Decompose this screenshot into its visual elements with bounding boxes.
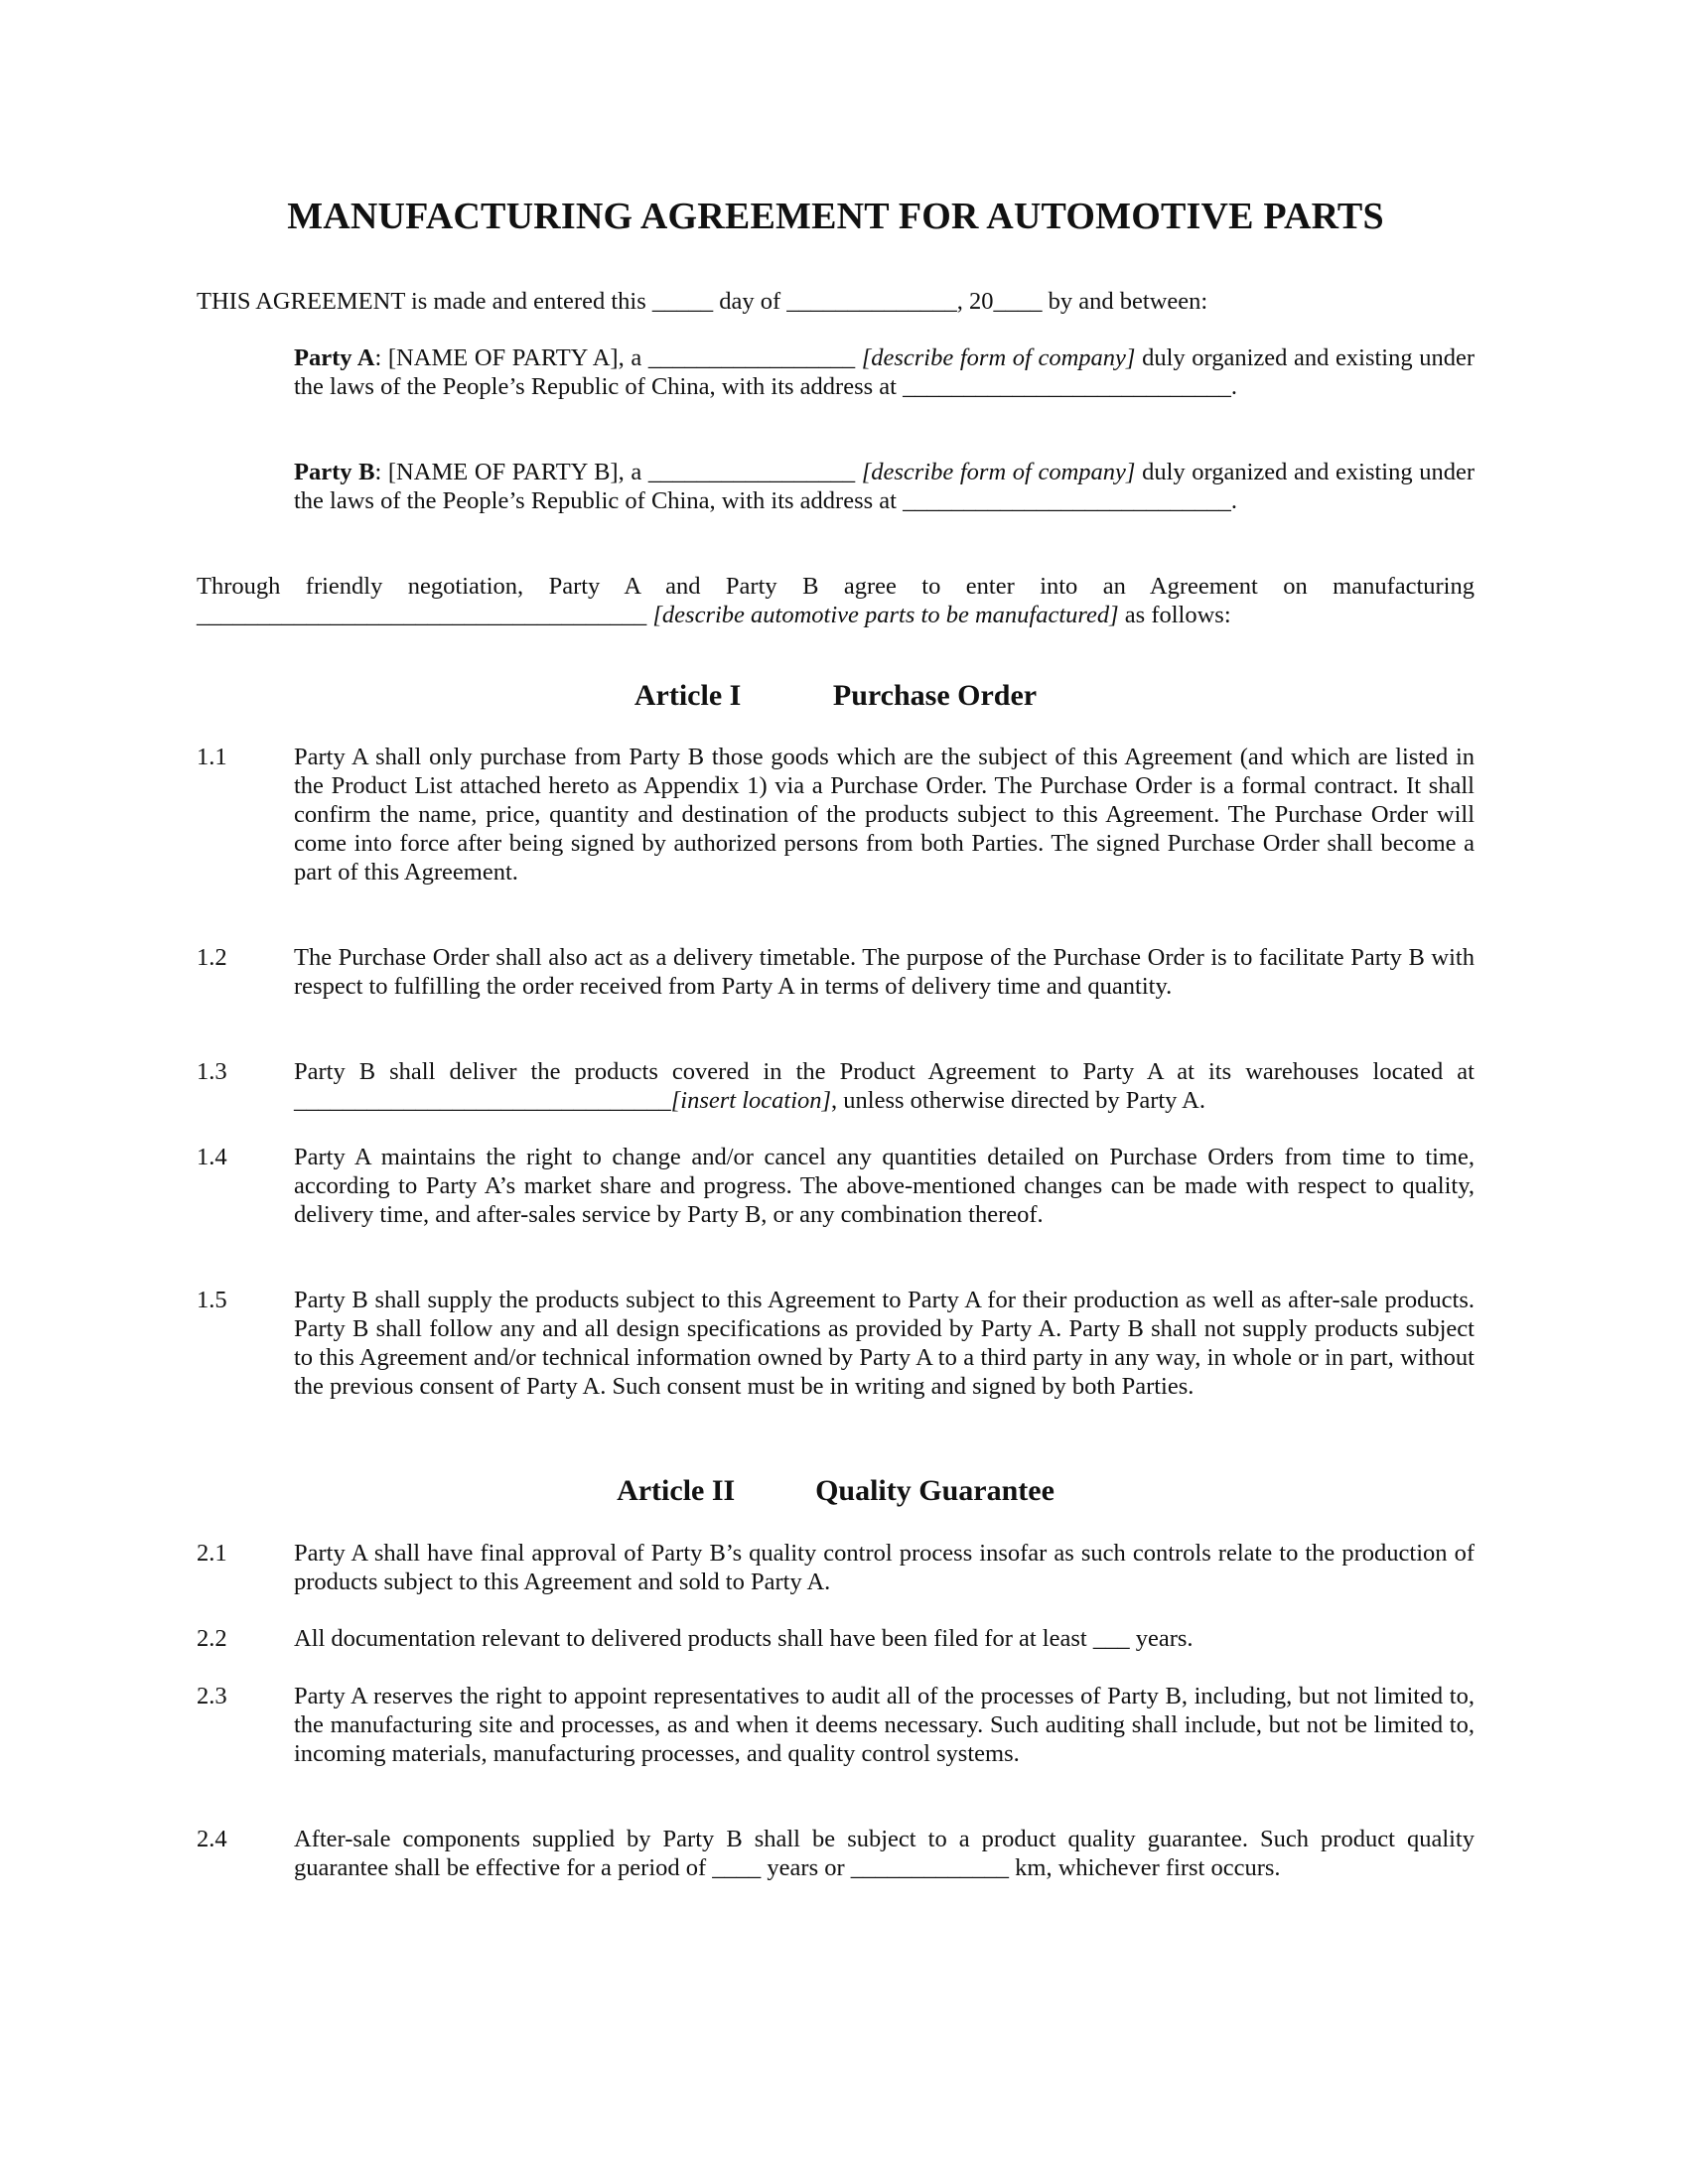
year-blank[interactable]: ____	[993, 288, 1043, 315]
party-b-address-blank[interactable]: ___________________________	[903, 487, 1231, 514]
document-title: MANUFACTURING AGREEMENT FOR AUTOMOTIVE PARTS	[287, 196, 1384, 237]
party-a-paragraph	[294, 343, 1475, 401]
clause-text-mid: years or	[767, 1854, 845, 1881]
years-blank[interactable]: ___	[1092, 1625, 1130, 1652]
clause-number: 1.1	[197, 744, 227, 770]
intro-day-of: day of	[719, 288, 781, 315]
article-1-heading	[197, 679, 1475, 713]
day-blank[interactable]: _____	[651, 288, 714, 315]
party-a-form-blank[interactable]: _________________	[647, 344, 856, 371]
clause-number: 2.4	[197, 1826, 227, 1852]
party-b-name: : [NAME OF PARTY B], a	[374, 459, 642, 485]
party-a-end: .	[1230, 373, 1237, 400]
party-b-paragraph	[294, 458, 1475, 515]
clause-text-after: , unless otherwise directed by Party A.	[831, 1087, 1205, 1114]
party-b-label: Party B	[294, 459, 375, 485]
parts-blank[interactable]: _____________________________________	[197, 602, 647, 628]
intro-paragraph	[197, 287, 1475, 316]
negotiation-text: Through friendly negotiation, Party A and Party B agree to enter into an Agreement on manufacturing	[197, 573, 1475, 600]
month-blank[interactable]: ______________	[786, 288, 957, 315]
negotiation-paragraph	[197, 572, 1475, 629]
party-b-form-blank[interactable]: _________________	[647, 459, 856, 485]
clause-text: Party A shall only purchase from Party B those goods which are the subject of this Agreement (and which are listed in the Product List attached hereto as Appendix 1) via a Purchase Order. The Purchase Order is a formal contract. It shall confirm the name, price, quantity and destination of the products subject to this Agreement. The Purchase Order will come into force after being signed by authorized persons from both Parties. The signed Purchase Order shall become a part of this Agreement.	[294, 744, 1475, 886]
article-2-number: Article II	[617, 1474, 736, 1507]
intro-after: by and between:	[1048, 288, 1208, 315]
clause-text: After-sale components supplied by Party B shall be subject to a product quality guarantee. Such product quality guarantee shall be effective for a period of	[294, 1826, 1475, 1881]
party-a-address-blank[interactable]: ___________________________	[903, 373, 1231, 400]
clause-number: 1.2	[197, 944, 227, 971]
guarantee-km-blank[interactable]: _____________	[850, 1854, 1010, 1881]
clause-number: 1.4	[197, 1144, 227, 1170]
location-blank[interactable]: _______________________________	[294, 1087, 671, 1114]
party-a-label: Party A	[294, 344, 375, 371]
clause-number: 2.3	[197, 1683, 227, 1709]
clause-text-after: km, whichever first occurs.	[1015, 1854, 1281, 1881]
clause-text: Party A reserves the right to appoint representatives to audit all of the processes of Party B, including, but not limited to, the manufacturing site and processes, as and when it deems necessary. Such auditing shall include, but not be limited to, incoming materials, manufacturing processes, and quality control systems.	[294, 1683, 1475, 1767]
intro-text: THIS AGREEMENT is made and entered this	[197, 288, 646, 315]
clause-text: All documentation relevant to delivered products shall have been filed for at least	[294, 1625, 1087, 1652]
article-2-title: Quality Guarantee	[815, 1474, 1055, 1507]
clause-text: The Purchase Order shall also act as a delivery timetable. The purpose of the Purchase Order is to facilitate Party B with respect to fulfilling the order received from Party A in terms of delivery time and quantity.	[294, 944, 1475, 1000]
party-a-name: : [NAME OF PARTY A], a	[374, 344, 642, 371]
party-b-rest: duly organized and existing under the laws of the People’s Republic of China, with its address at	[294, 459, 1475, 514]
clause-number: 1.5	[197, 1287, 227, 1313]
party-a-rest: duly organized and existing under the laws of the People’s Republic of China, with its address at	[294, 344, 1475, 400]
article-1-number: Article I	[633, 679, 742, 712]
guarantee-years-blank[interactable]: ____	[712, 1854, 762, 1881]
clause-number: 1.3	[197, 1058, 227, 1085]
clause-text: Party A maintains the right to change and/or cancel any quantities detailed on Purchase Orders from time to time, according to Party A’s market share and progress. The above-mentioned changes can be made with respect to quality, delivery time, and after-sales service by Party B, or any combination thereof.	[294, 1144, 1475, 1228]
clause-text: Party B shall deliver the products covered in the Product Agreement to Party A at its warehouses located at	[294, 1058, 1475, 1085]
negotiation-end: as follows:	[1124, 602, 1231, 628]
clause-text: Party B shall supply the products subject to this Agreement to Party A for their production as well as after-sale products. Party B shall follow any and all design specifications as provided by Party A. Party B shall not supply products subject to this Agreement and/or technical information owned by Party A to a third party in any way, in whole or in part, without the previous consent of Party A. Such consent must be in writing and signed by both Parties.	[294, 1287, 1475, 1400]
clause-number: 2.2	[197, 1625, 227, 1652]
party-a-form-placeholder: [describe form of company]	[861, 344, 1136, 371]
clause-text: Party A shall have final approval of Party B’s quality control process insofar as such controls relate to the production of products subject to this Agreement and sold to Party A.	[294, 1540, 1475, 1595]
location-placeholder: [insert location]	[670, 1087, 832, 1114]
party-b-form-placeholder: [describe form of company]	[861, 459, 1136, 485]
article-2-heading	[197, 1474, 1475, 1508]
parts-placeholder: [describe automotive parts to be manufactured]	[652, 602, 1119, 628]
party-b-end: .	[1230, 487, 1237, 514]
article-1-title: Purchase Order	[832, 679, 1038, 712]
clause-text-after: years.	[1135, 1625, 1194, 1652]
clause-number: 2.1	[197, 1540, 227, 1567]
year-prefix: , 20	[956, 288, 994, 315]
